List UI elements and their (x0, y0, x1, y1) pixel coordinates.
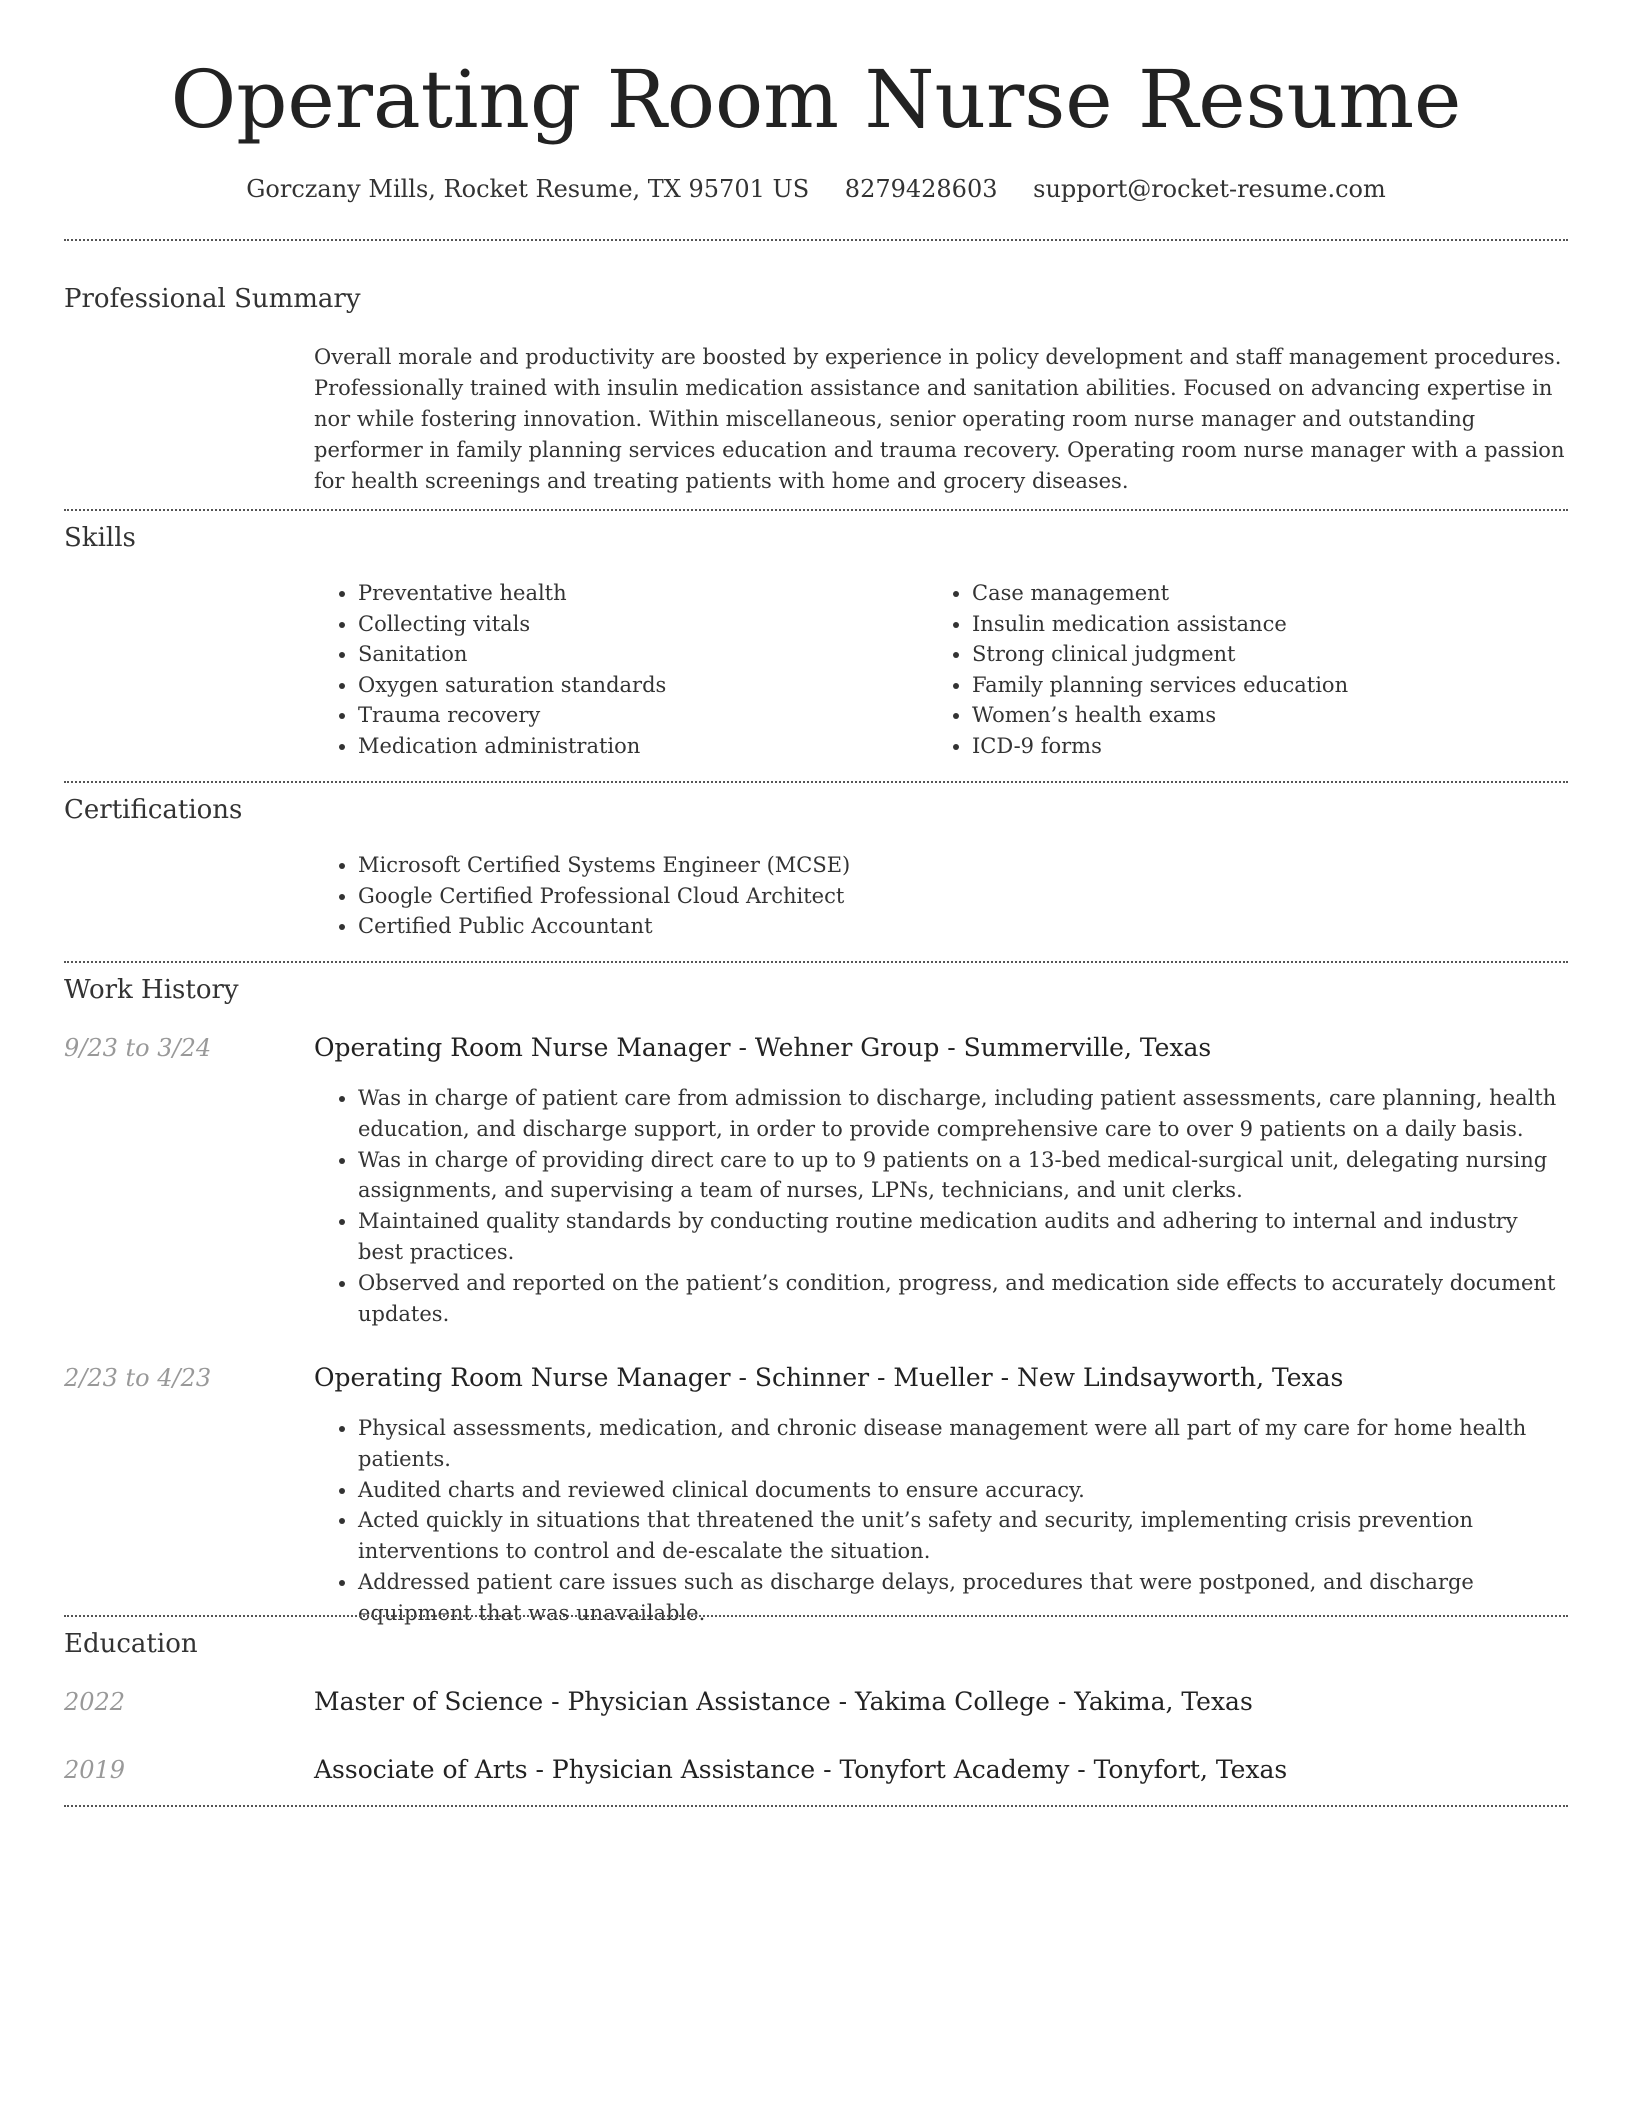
section-divider (64, 781, 1568, 783)
certifications-heading: Certifications (64, 795, 243, 825)
job-title: Operating Room Nurse Manager - Wehner Group - Summerville, Texas (314, 1033, 1212, 1062)
skill-item: • Sanitation (358, 639, 918, 670)
summary-text: Overall morale and productivity are boosted by experience in policy development and staff management procedures. Professionally trained with insulin medication assistance and sanitation abilities. Focused on advancing expertise in nor while fostering innovation. Within miscellaneous, senior operating room nurse manager and outstanding performer in family planning services education and trauma recovery. Operating room nurse manager with a passion for health screenings and treating patients with home and grocery diseases. (314, 345, 1565, 493)
education-title: Associate of Arts - Physician Assistance - Tonyfort Academy - Tonyfort, Texas (314, 1755, 1288, 1784)
job-bullet: • Audited charts and reviewed clinical documents to ensure accuracy. (358, 1475, 1568, 1506)
skill-item: • Case management (972, 578, 1592, 609)
certifications-list (314, 850, 1558, 942)
job-bullet: • Was in charge of patient care from admission to discharge, including patient assessments, care planning, health education, and discharge support, in order to provide comprehensive care to over 9 patients on a daily basis. (358, 1083, 1568, 1145)
skill-item: • Women’s health exams (972, 700, 1592, 731)
education-year: 2022 (64, 1688, 126, 1716)
skill-item: • Trauma recovery (358, 700, 918, 731)
job-bullet: • Physical assessments, medication, and chronic disease management were all part of my care for home health patients. (358, 1413, 1568, 1475)
section-divider (64, 1615, 1568, 1617)
education-title: Master of Science - Physician Assistance - Yakima College - Yakima, Texas (314, 1687, 1253, 1716)
section-divider (64, 509, 1568, 511)
job-title: Operating Room Nurse Manager - Schinner - Mueller - New Lindsayworth, Texas (314, 1363, 1344, 1392)
work-heading: Work History (64, 975, 239, 1005)
skills-list-left (314, 578, 918, 762)
skill-item: • Oxygen saturation standards (358, 670, 918, 701)
job-bullet: • Was in charge of providing direct care to up to 9 patients on a 13-bed medical-surgical unit, delegating nursing assignments, and supervising a team of nurses, LPNs, technicians, and unit clerks. (358, 1145, 1568, 1207)
job-bullet: • Acted quickly in situations that threatened the unit’s safety and security, implementing crisis prevention interventions to control and de-escalate the situation. (358, 1505, 1568, 1567)
education-heading: Education (64, 1629, 198, 1659)
job-date: 2/23 to 4/23 (64, 1364, 212, 1392)
contact-line (0, 172, 1632, 206)
job-bullets (314, 1413, 1568, 1629)
certification-item: • Microsoft Certified Systems Engineer (MCSE) (358, 850, 1558, 881)
contact-phone: 8279428603 (844, 175, 998, 203)
summary-heading: Professional Summary (64, 284, 361, 314)
job-bullets (314, 1083, 1568, 1329)
skill-item: • Family planning services education (972, 670, 1592, 701)
skill-item: • Medication administration (358, 731, 918, 762)
skill-item: • Strong clinical judgment (972, 639, 1592, 670)
skill-item: • ICD-9 forms (972, 731, 1592, 762)
contact-address: Gorczany Mills, Rocket Resume, TX 95701 US (246, 175, 810, 203)
skill-item: • Collecting vitals (358, 609, 918, 640)
skill-item: • Preventative health (358, 578, 918, 609)
contact-email: support@rocket-resume.com (1033, 175, 1386, 203)
job-bullet: • Observed and reported on the patient’s condition, progress, and medication side effects to accurately document updates. (358, 1268, 1568, 1330)
skills-list-right (928, 578, 1592, 762)
certification-item: • Google Certified Professional Cloud Architect (358, 881, 1558, 912)
section-divider (64, 239, 1568, 241)
job-bullet: • Maintained quality standards by conducting routine medication audits and adhering to internal and industry best practices. (358, 1206, 1568, 1268)
education-year: 2019 (64, 1756, 126, 1784)
certification-item: • Certified Public Accountant (358, 911, 1558, 942)
section-divider (64, 961, 1568, 963)
skills-heading: Skills (64, 523, 136, 553)
resume-title: Operating Room Nurse Resume (170, 53, 1462, 146)
section-divider (64, 1805, 1568, 1807)
skill-item: • Insulin medication assistance (972, 609, 1592, 640)
job-bullet: • Addressed patient care issues such as discharge delays, procedures that were postponed, and discharge equipment that was unavailable. (358, 1567, 1568, 1629)
job-date: 9/23 to 3/24 (64, 1034, 212, 1062)
